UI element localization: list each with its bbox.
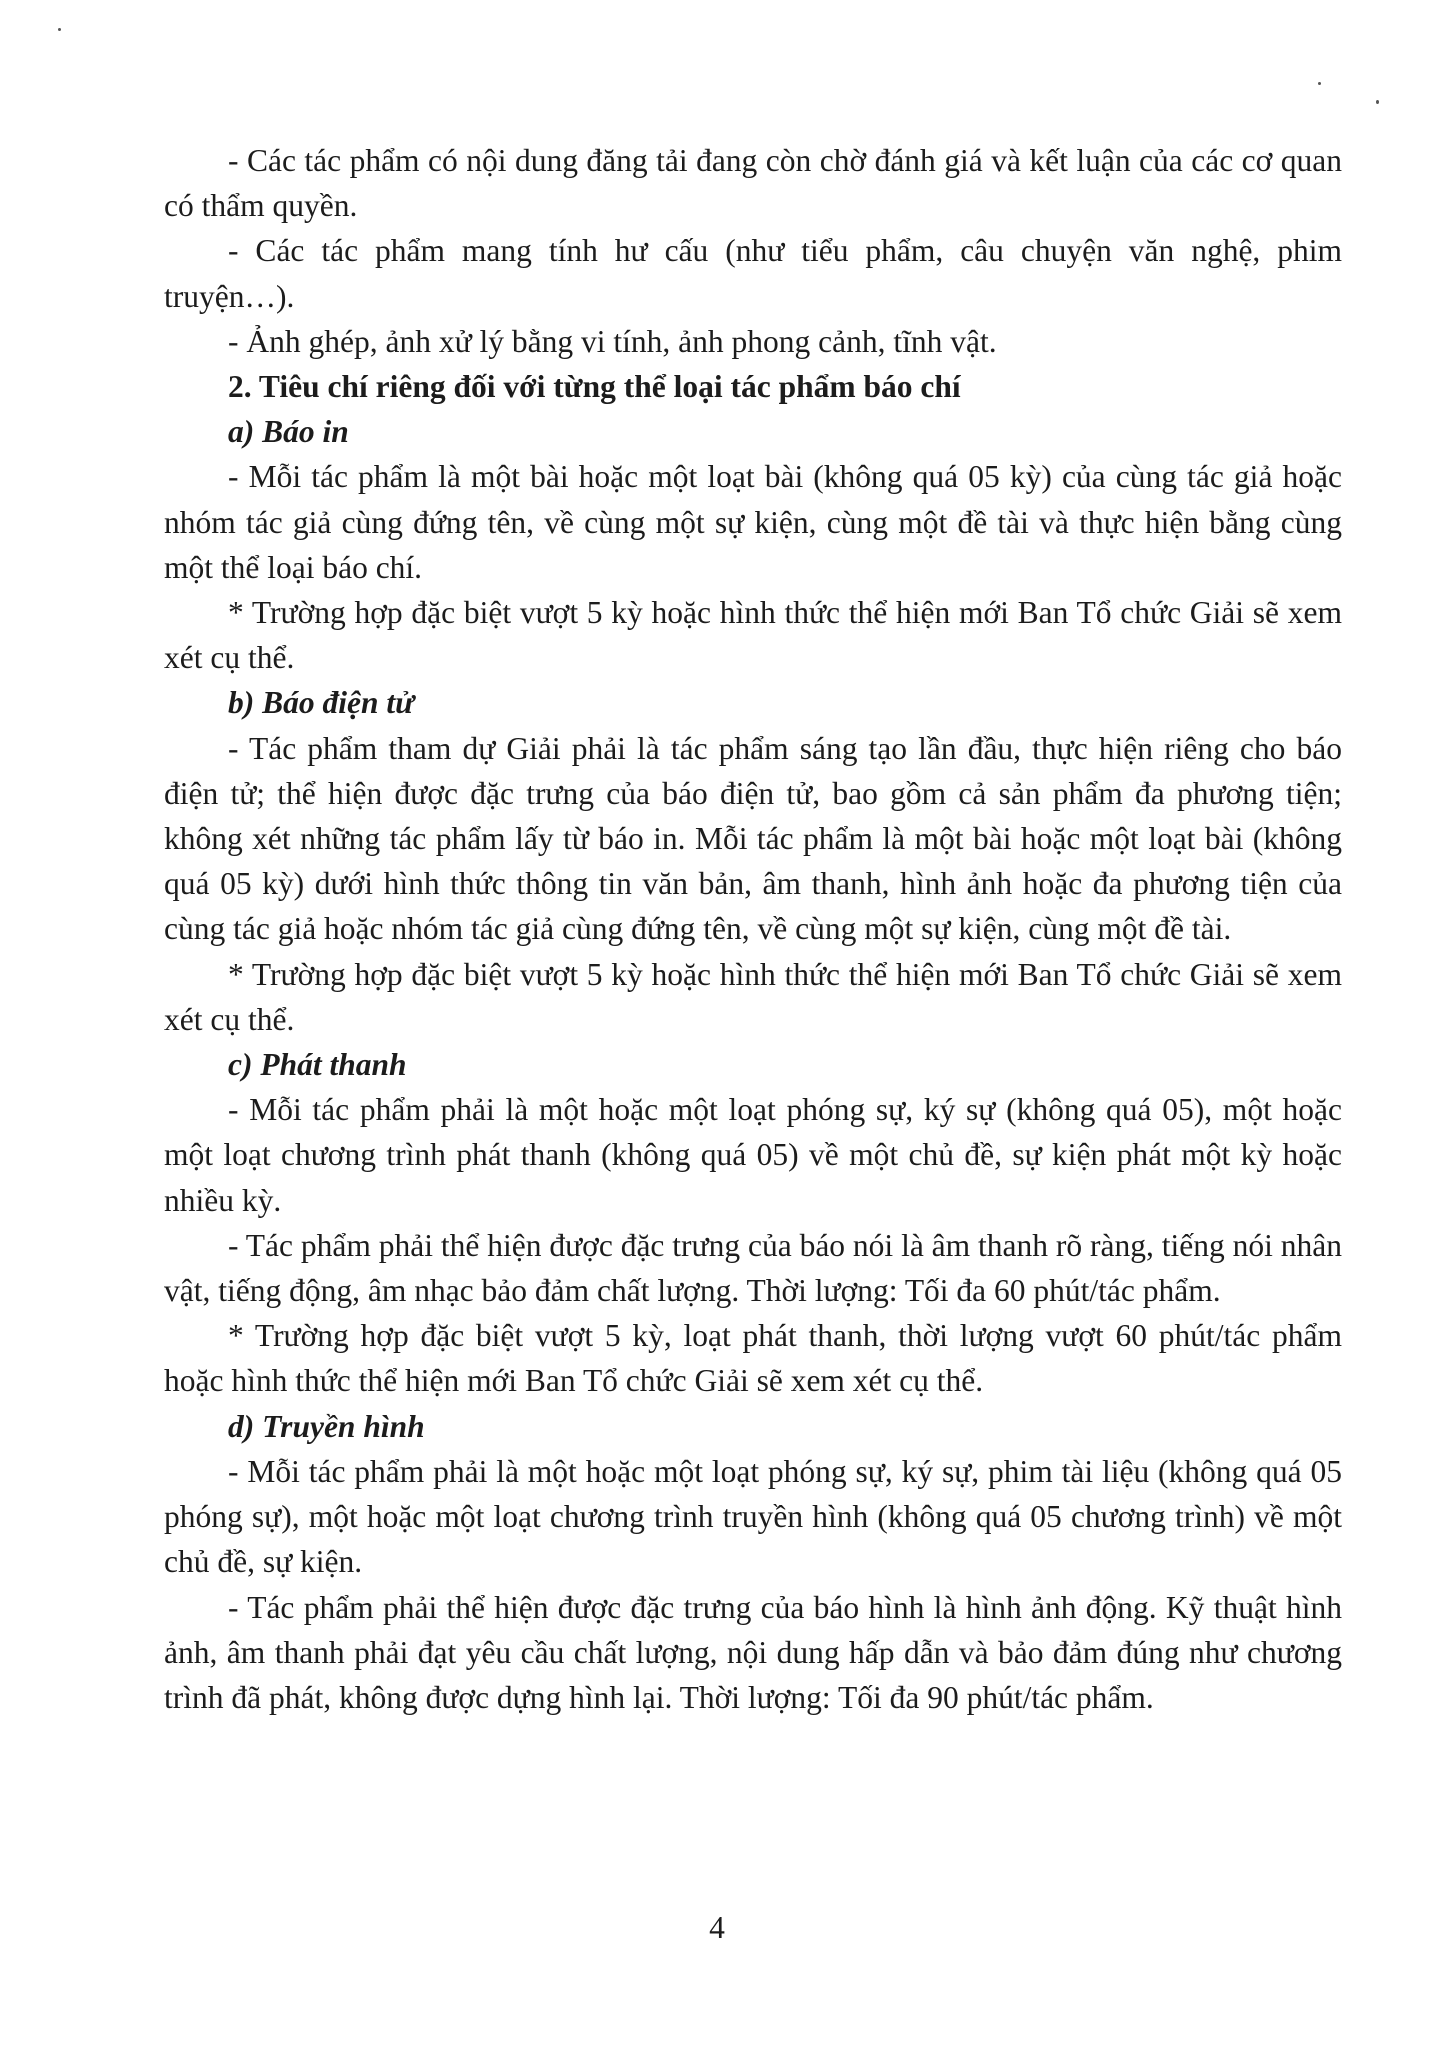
scan-speck (1376, 100, 1379, 104)
document-body (164, 138, 1342, 1720)
paragraph: * Trường hợp đặc biệt vượt 5 kỳ, loạt phát thanh, thời lượng vượt 60 phút/tác phẩm hoặc hình thức thể hiện mới Ban Tổ chức Giải sẽ xem xét cụ thể. (164, 1318, 1342, 1399)
scan-speck (1318, 82, 1321, 85)
subsection-heading: d) Truyền hình (228, 1408, 425, 1444)
subsection-heading: b) Báo điện tử (228, 685, 415, 721)
paragraph: - Mỗi tác phẩm phải là một hoặc một loạt phóng sự, ký sự, phim tài liệu (không quá 05 phóng sự), một hoặc một loạt chương trình truyền hình (không quá 05 chương trình) về một chủ đề, sự kiện. (164, 1453, 1342, 1580)
scan-speck (58, 28, 61, 31)
paragraph: - Ảnh ghép, ảnh xử lý bằng vi tính, ảnh phong cảnh, tĩnh vật. (228, 323, 997, 359)
paragraph: * Trường hợp đặc biệt vượt 5 kỳ hoặc hình thức thể hiện mới Ban Tổ chức Giải sẽ xem xét cụ thể. (164, 595, 1342, 676)
paragraph: - Tác phẩm phải thể hiện được đặc trưng của báo hình là hình ảnh động. Kỹ thuật hình ảnh, âm thanh phải đạt yêu cầu chất lượng, nội dung hấp dẫn và bảo đảm đúng như chương trình đã phát, không được dựng hình lại. Thời lượng: Tối đa 90 phút/tác phẩm. (164, 1589, 1342, 1715)
paragraph: - Các tác phẩm mang tính hư cấu (như tiểu phẩm, câu chuyện văn nghệ, phim truyện…). (164, 233, 1342, 314)
paragraph: - Mỗi tác phẩm là một bài hoặc một loạt bài (không quá 05 kỳ) của cùng tác giả hoặc nhóm tác giả cùng đứng tên, về cùng một sự kiện, cùng một đề tài và thực hiện bằng cùng một thể loại báo chí. (164, 459, 1342, 585)
page-number: 4 (709, 1910, 725, 1945)
paragraph: * Trường hợp đặc biệt vượt 5 kỳ hoặc hình thức thể hiện mới Ban Tổ chức Giải sẽ xem xét cụ thể. (164, 956, 1342, 1037)
paragraph: - Mỗi tác phẩm phải là một hoặc một loạt phóng sự, ký sự (không quá 05), một hoặc một loạt chương trình phát thanh (không quá 05) về một chủ đề, sự kiện phát một kỳ hoặc nhiều kỳ. (164, 1092, 1342, 1218)
subsection-heading: a) Báo in (228, 414, 349, 450)
section-heading: 2. Tiêu chí riêng đối với từng thể loại tác phẩm báo chí (228, 369, 961, 405)
paragraph: - Các tác phẩm có nội dung đăng tải đang còn chờ đánh giá và kết luận của các cơ quan có thẩm quyền. (164, 143, 1342, 224)
subsection-heading: c) Phát thanh (228, 1047, 407, 1083)
paragraph: - Tác phẩm phải thể hiện được đặc trưng của báo nói là âm thanh rõ ràng, tiếng nói nhân vật, tiếng động, âm nhạc bảo đảm chất lượng. Thời lượng: Tối đa 60 phút/tác phẩm. (164, 1227, 1342, 1309)
paragraph: - Tác phẩm tham dự Giải phải là tác phẩm sáng tạo lần đầu, thực hiện riêng cho báo điện tử; thể hiện được đặc trưng của báo điện tử, bao gồm cả sản phẩm đa phương tiện; không xét những tác phẩm lấy từ báo in. Mỗi tác phẩm là một bài hoặc một loạt bài (không quá 05 kỳ) dưới hình thức thông tin văn bản, âm thanh, hình ảnh hoặc đa phương tiện của cùng tác giả hoặc nhóm tác giả cùng đứng tên, về cùng một sự kiện, cùng một đề tài. (164, 730, 1342, 947)
